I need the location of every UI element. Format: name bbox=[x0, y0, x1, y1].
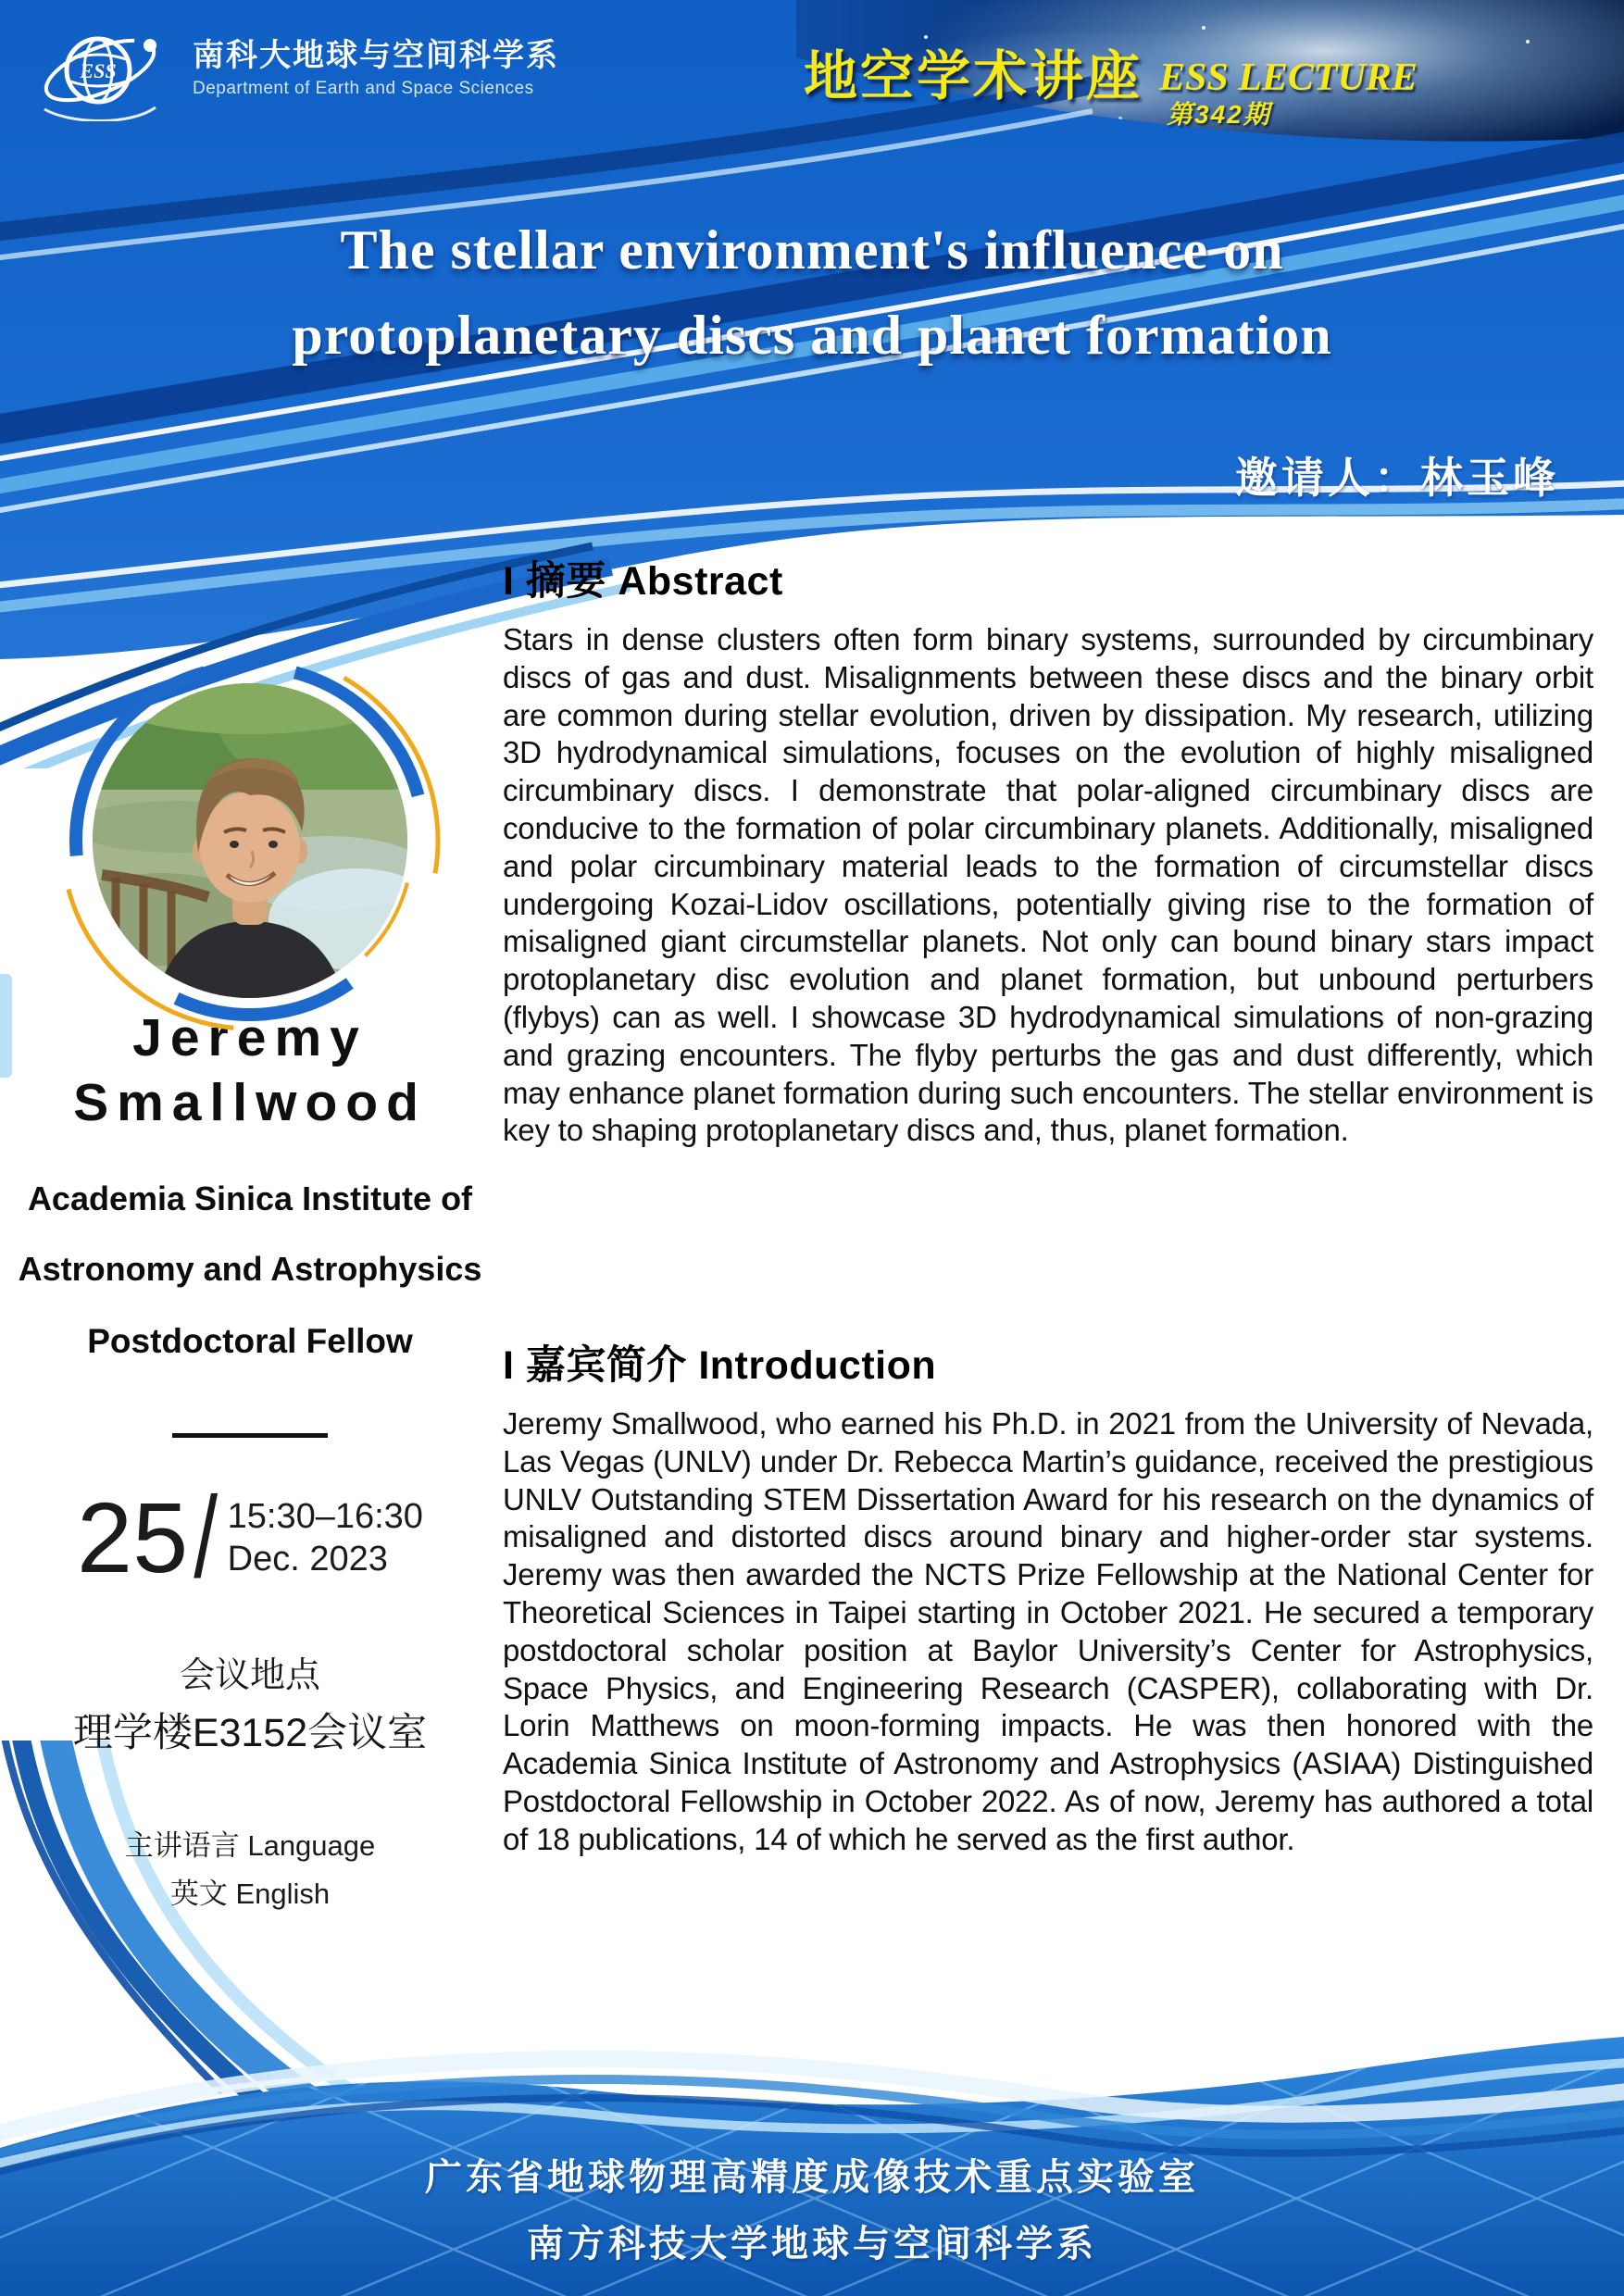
dept-name-zh: 南科大地球与空间科学系 bbox=[193, 38, 559, 73]
divider-line bbox=[172, 1433, 328, 1438]
event-day: 25 bbox=[77, 1481, 189, 1593]
language-label: 主讲语言 Language bbox=[124, 1829, 376, 1862]
lecture-title-line1: The stellar environment's influence on bbox=[340, 219, 1284, 281]
dept-name-en: Department of Earth and Space Sciences bbox=[193, 79, 534, 98]
lecture-title-line2: protoplanetary discs and planet formation bbox=[292, 305, 1332, 366]
speaker-last-name: Smallwood bbox=[73, 1073, 427, 1132]
language-value: 英文 English bbox=[169, 1878, 331, 1910]
speaker-position: Postdoctoral Fellow bbox=[87, 1322, 413, 1360]
speaker-first-name: Jeremy bbox=[132, 1008, 368, 1067]
series-title-en: ESS LECTURE bbox=[1159, 56, 1418, 99]
abstract-heading: I 摘要 Abstract bbox=[503, 559, 783, 604]
abstract-section bbox=[503, 550, 1593, 1150]
introduction-section bbox=[503, 1334, 1593, 1859]
speaker-affiliation-line1: Academia Sinica Institute of bbox=[27, 1179, 473, 1217]
lecture-series-banner bbox=[804, 48, 1418, 129]
footer-dept-name: 南方科技大学地球与空间科学系 bbox=[527, 2224, 1097, 2265]
event-month-year: Dec. 2023 bbox=[227, 1540, 388, 1578]
speaker-photo bbox=[51, 642, 449, 1044]
inviter-line: 邀请人：林玉峰 bbox=[1235, 454, 1559, 502]
footer-lab-name: 广东省地球物理高精度成像技术重点实验室 bbox=[425, 2157, 1199, 2198]
header-brand bbox=[37, 15, 559, 121]
venue-value: 理学楼E3152会议室 bbox=[72, 1711, 428, 1755]
abstract-body: Stars in dense clusters often form binary systems, surrounded by circumbinary discs of gas and dust. Misalignments between these discs and the binary orbit are common during stellar evolution, driven by dissipation. My research, utilizing 3D hydrodynamical simulations, focuses on the evolution of highly misaligned circumbinary discs. I demonstrate that polar-aligned circumbinary discs are conducive to the formation of polar circumbinary planets. Additionally, misaligned and polar circumbinary material leads to the formation of circumstellar discs undergoing Kozai-Lidov oscillations, potentially giving rise to the formation of misaligned giant circumstellar planets. Not only can bound binary stars impact protoplanetary disc evolution and planet formation, but unbound perturbers (flybys) can as well. I showcase 3D hydrodynamical simulations of non-grazing and grazing encounters. The flyby perturbs the gas and dust differently, which may enhance planet formation during such encounters. The stellar environment is key to shaping protoplanetary discs and, thus, planet formation. bbox=[503, 622, 1593, 1148]
series-title-zh: 地空学术讲座 bbox=[804, 46, 1143, 106]
ess-globe-logo-icon bbox=[37, 15, 176, 121]
venue-label: 会议地点 bbox=[179, 1656, 320, 1695]
speaker-affiliation-line2: Astronomy and Astrophysics bbox=[18, 1250, 482, 1288]
introduction-body: Jeremy Smallwood, who earned his Ph.D. in 2021 from the University of Nevada, Las Vegas (UNLV) under Dr. Rebecca Martin’s guidance, received the prestigious UNLV Outstanding STEM Dissertation Award for his research on the dynamics of misaligned and distorted discs around binary and higher-order star systems. Jeremy was then awarded the NCTS Prize Fellowship at the National Center for Theoretical Sciences in Taipei starting in October 2021. He secured a temporary postdoctoral scholar position at Baylor University’s Center for Astrophysics, Space Physics, and Engineering Research (CASPER), collaborating with Dr. Lorin Matthews on moon-forming impacts. He was then honored with the Academia Sinica Institute of Astronomy and Astrophysics (ASIAA) Distinguished Postdoctoral Fellowship in October 2022. As of now, Jeremy has authored a total of 18 publications, 14 of which he served as the first author. bbox=[503, 1406, 1593, 1856]
introduction-heading: I 嘉宾简介 Introduction bbox=[503, 1343, 937, 1388]
event-datetime bbox=[0, 1474, 500, 1602]
title-block bbox=[0, 207, 1624, 378]
issue-number: 第342期 bbox=[1167, 100, 1271, 129]
date-separator: / bbox=[194, 1474, 219, 1602]
event-time: 15:30–16:30 bbox=[227, 1497, 423, 1536]
ess-monogram: ESS bbox=[80, 59, 117, 82]
